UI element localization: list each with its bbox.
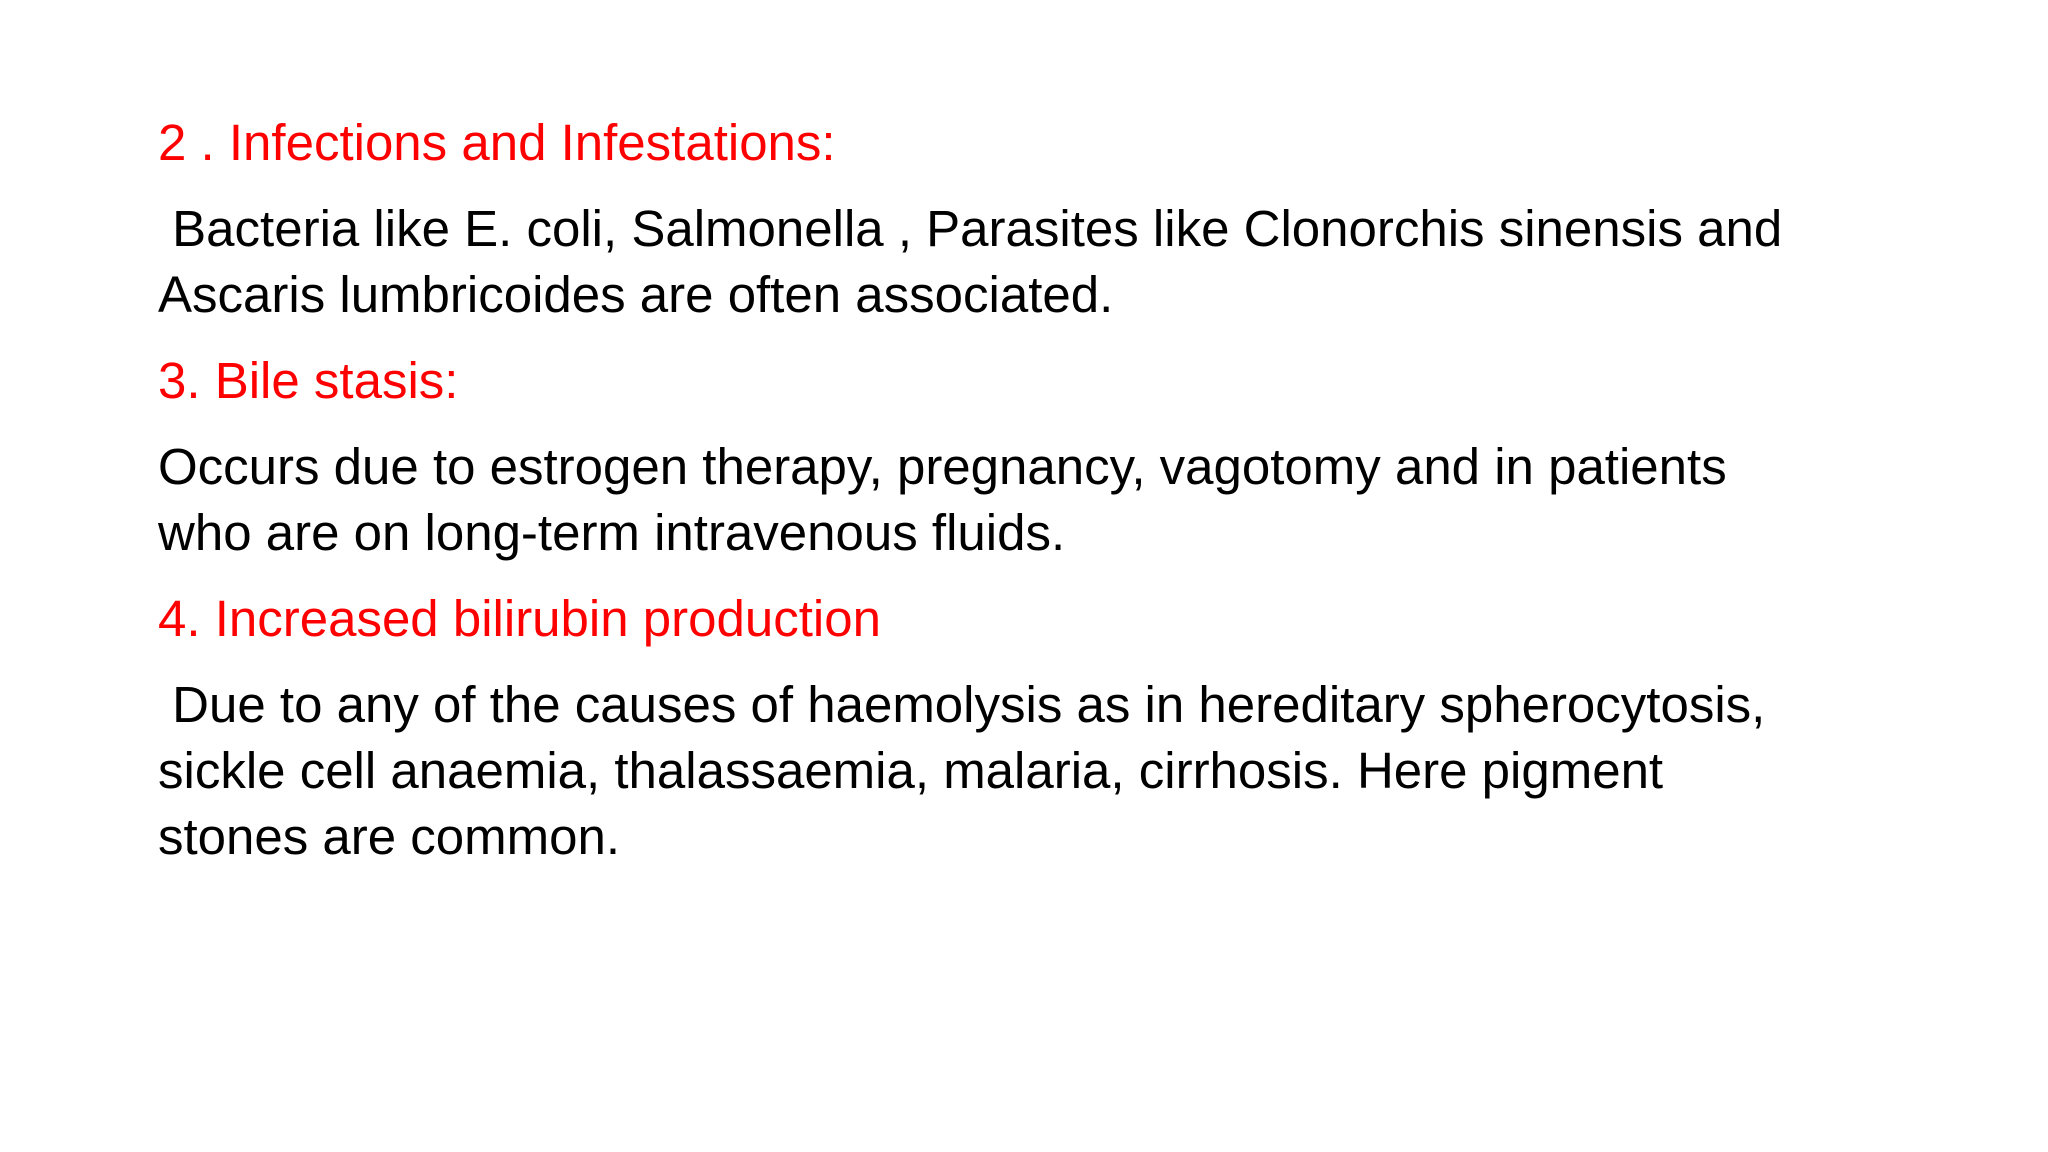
section-body-bile-stasis [158,434,1918,566]
body-line: Bacteria like E. coli, Salmonella , Parasites like Clonorchis sinensis and [158,200,1783,257]
body-line: Ascaris lumbricoides are often associated. [158,266,1114,323]
body-line: Occurs due to estrogen therapy, pregnancy, vagotomy and in patients [158,438,1727,495]
body-line: who are on long-term intravenous fluids. [158,504,1066,561]
section-heading-bilirubin: 4. Increased bilirubin production [158,590,881,647]
body-line: sickle cell anaemia, thalassaemia, malaria, cirrhosis. Here pigment [158,742,1664,799]
body-line: stones are common. [158,808,621,865]
section-body-infections [158,196,1918,328]
body-line: Due to any of the causes of haemolysis as in hereditary spherocytosis, [158,676,1766,733]
section-heading-infections: 2 . Infections and Infestations: [158,114,836,171]
section-body-bilirubin [158,672,1918,870]
slide-content [158,110,1918,890]
section-heading-bile-stasis: 3. Bile stasis: [158,352,459,409]
